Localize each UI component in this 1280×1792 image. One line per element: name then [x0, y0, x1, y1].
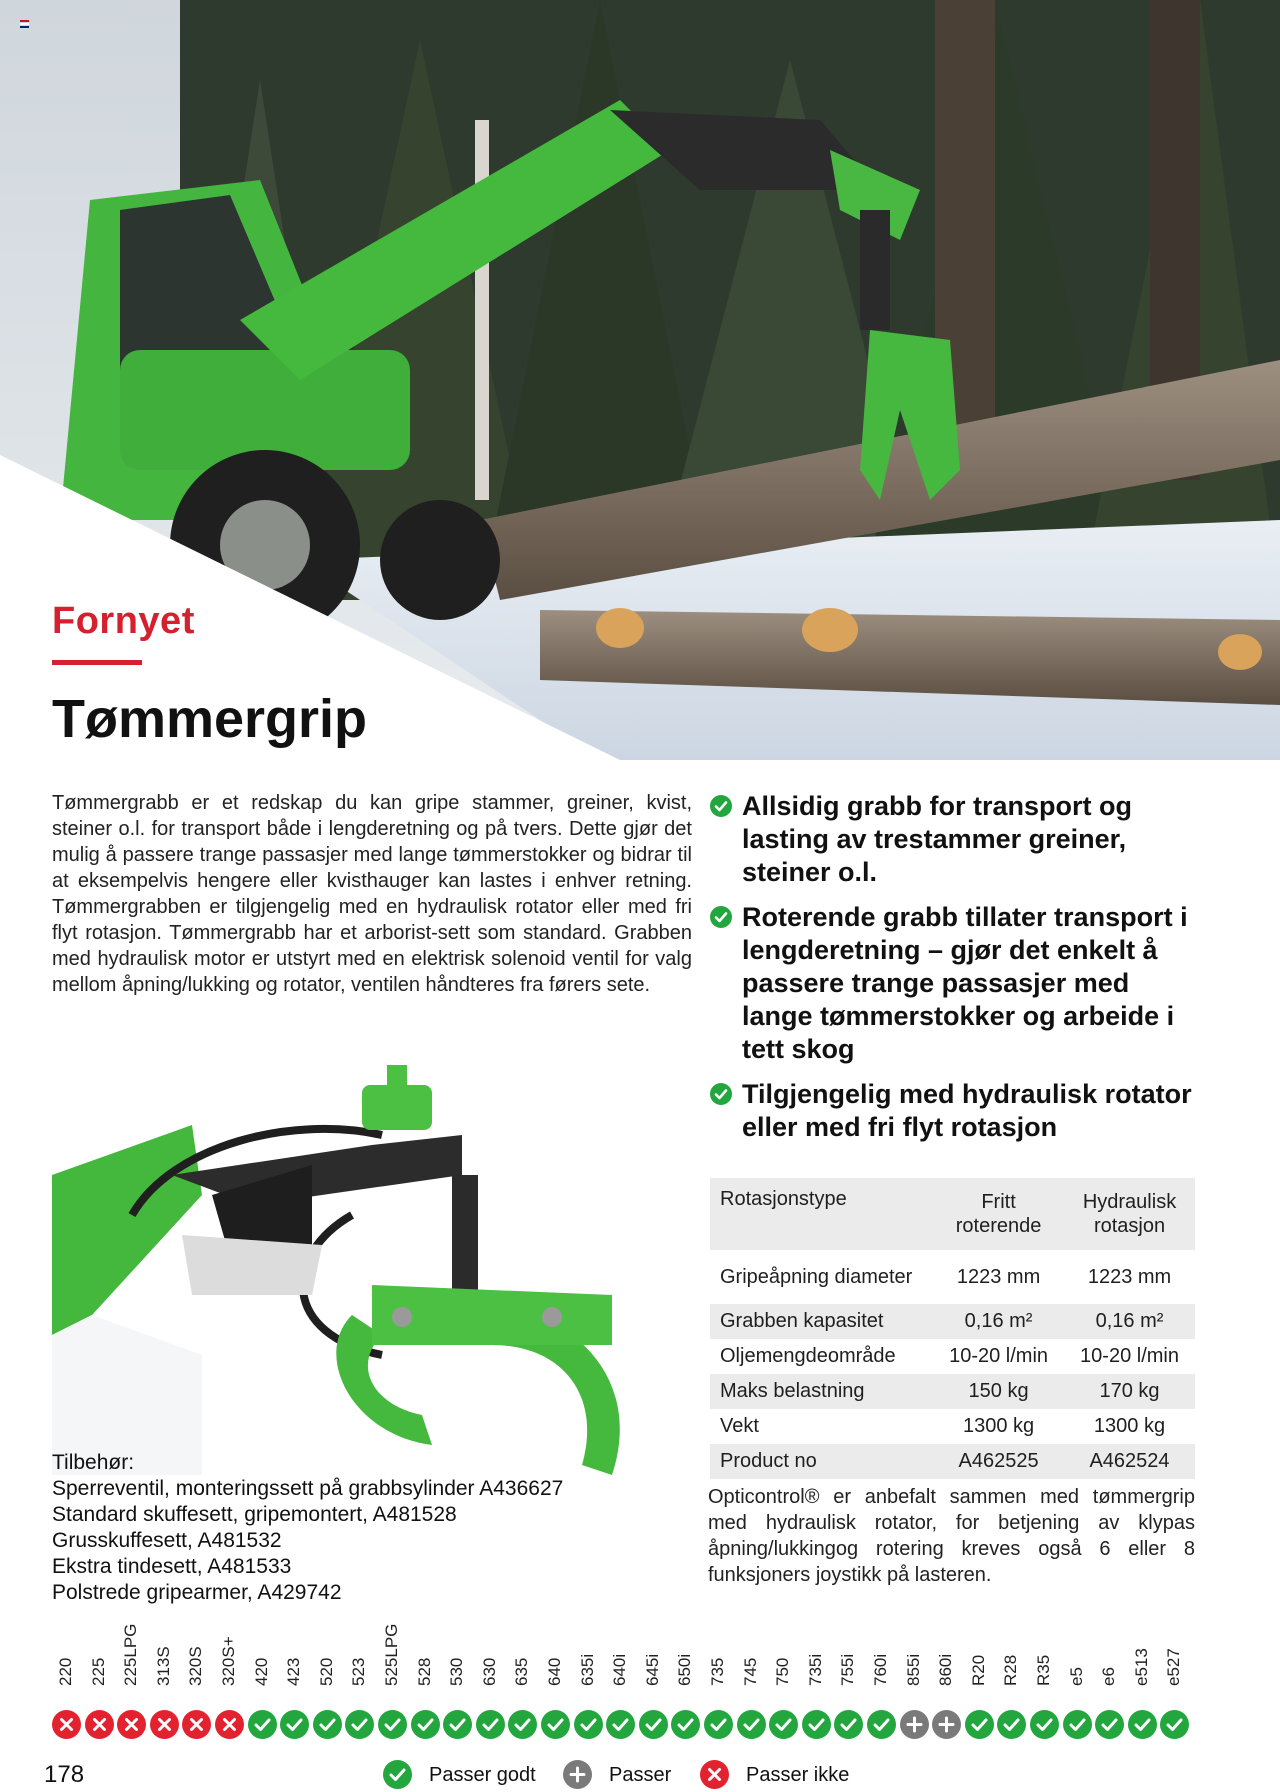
model-name: 640i — [610, 1653, 630, 1686]
model-label — [574, 1616, 604, 1686]
check-icon — [671, 1710, 700, 1739]
cross-icon — [182, 1710, 211, 1739]
plus-icon — [932, 1710, 961, 1739]
model-name: 735i — [805, 1653, 825, 1686]
check-icon — [710, 795, 732, 817]
page-title: Tømmergrip — [52, 689, 368, 749]
model-label — [52, 1616, 82, 1686]
spec-table — [710, 1178, 1195, 1479]
table-header-cell: Hydraulisk rotasjon — [1082, 1191, 1177, 1237]
model-name: 523 — [349, 1657, 369, 1686]
feature-item — [710, 901, 1200, 1066]
check-icon — [541, 1710, 570, 1739]
intro-text: Tømmergrabb er et redskap du kan gripe stammer, greiner, kvist, steiner o.l. for transport både i lengderetning og på tvers. Dette gjør det mulig å passere trange passasjer med lange tømmerstokker og bidrar til at eksempelvis hengere eller kvisthauger kan lastes i enhver retning. Tømmergrabben er tilgjengelig med en hydraulisk rotator eller med fri flyt rotasjon. Tømmergrabb har et arborist-sett som standard. Grabben med hydraulisk motor er utstyrt med en elektrisk solenoid ventil for valg mellom åpning/lukking og rotator, ventilen håndteres fra førers sete. — [52, 792, 692, 996]
check-icon — [378, 1710, 407, 1739]
model-label — [932, 1616, 962, 1686]
table-cell: Product no — [720, 1450, 817, 1472]
model-label — [965, 1616, 995, 1686]
model-label — [345, 1616, 375, 1686]
cross-icon — [117, 1710, 146, 1739]
check-icon — [508, 1710, 537, 1739]
check-icon — [383, 1760, 412, 1789]
model-label — [671, 1616, 701, 1686]
model-name: 220 — [56, 1657, 75, 1686]
model-label — [378, 1616, 408, 1686]
check-icon — [704, 1710, 733, 1739]
model-label — [313, 1616, 343, 1686]
model-label — [802, 1616, 832, 1686]
table-cell: 10-20 l/min — [949, 1345, 1049, 1367]
model-label — [117, 1616, 147, 1686]
check-icon — [769, 1710, 798, 1739]
table-row — [710, 1250, 1195, 1304]
model-name: 225 — [88, 1657, 108, 1686]
language-flag-icon — [20, 20, 29, 27]
page-number: 178 — [44, 1761, 85, 1788]
accessories-heading: Tilbehør: — [52, 1451, 135, 1474]
table-cell: 170 kg — [1099, 1380, 1160, 1402]
check-icon — [280, 1710, 309, 1739]
accessories-list — [52, 1450, 563, 1606]
hero-photo — [0, 0, 1280, 760]
check-icon — [867, 1710, 896, 1739]
kicker-underline — [52, 660, 142, 665]
plus-icon — [563, 1760, 592, 1789]
feature-item — [710, 1078, 1200, 1144]
model-label — [900, 1616, 930, 1686]
model-name: 650i — [675, 1653, 695, 1686]
model-label — [443, 1616, 473, 1686]
model-labels — [52, 1616, 1202, 1686]
opticontrol-note: Opticontrol® er anbefalt sammen med tømmergrip med hydraulisk rotator, for betjening av klypas åpning/lukkingog rotering kreves også 6 eller 8 funksjoners joystikk på lasteren. — [708, 1486, 1195, 1586]
accessory-item: Sperreventil, monteringssett på grabbsylinder A436627 — [52, 1477, 564, 1500]
model-label — [182, 1616, 212, 1686]
check-icon — [411, 1710, 440, 1739]
accessory-item: Polstrede gripearmer, A429742 — [52, 1581, 342, 1604]
table-cell: 0,16 m² — [964, 1310, 1033, 1332]
feature-text: Roterende grabb tillater transport i lengderetning – gjør det enkelt å passere trange passasjer med lange tømmerstokker og arbeide i tett skog — [742, 902, 1188, 1064]
model-name: 855i — [903, 1653, 923, 1686]
table-row — [710, 1444, 1195, 1479]
model-name: 530 — [447, 1657, 467, 1686]
table-cell: Grabben kapasitet — [720, 1310, 884, 1332]
check-icon — [574, 1710, 603, 1739]
table-row — [710, 1409, 1195, 1444]
model-name: 745 — [740, 1657, 760, 1686]
table-cell: 10-20 l/min — [1080, 1345, 1179, 1367]
model-name: 735 — [708, 1657, 727, 1686]
table-cell: 1300 kg — [1093, 1415, 1166, 1437]
model-name: 750 — [773, 1657, 793, 1686]
model-label — [769, 1616, 799, 1686]
accessory-item: Grusskuffesett, A481532 — [52, 1529, 282, 1552]
model-label — [737, 1616, 767, 1686]
model-label — [1160, 1616, 1190, 1686]
model-label — [280, 1616, 310, 1686]
feature-text: Allsidig grabb for transport og lasting av trestammer greiner, steiner o.l. — [742, 791, 1132, 887]
model-name: 423 — [284, 1657, 304, 1686]
table-cell: 1223 mm — [1087, 1265, 1172, 1288]
check-icon — [710, 906, 732, 928]
model-label — [867, 1616, 897, 1686]
check-icon — [1160, 1710, 1189, 1739]
table-cell: 1300 kg — [962, 1415, 1035, 1437]
check-icon — [710, 1083, 732, 1105]
plus-icon — [900, 1710, 929, 1739]
table-row — [710, 1339, 1195, 1374]
legend-label: Passer godt — [429, 1764, 536, 1786]
check-icon — [737, 1710, 766, 1739]
model-name: 520 — [316, 1657, 336, 1686]
legend-label: Passer ikke — [746, 1764, 850, 1786]
model-label — [150, 1616, 180, 1686]
table-cell: Vekt — [720, 1415, 759, 1437]
model-label — [411, 1616, 441, 1686]
model-name: e527 — [1164, 1648, 1184, 1686]
table-cell: A462525 — [958, 1450, 1039, 1472]
model-name: 420 — [251, 1657, 271, 1686]
model-label — [85, 1616, 115, 1686]
check-icon — [965, 1710, 994, 1739]
model-label — [1128, 1616, 1158, 1686]
model-name: 635i — [577, 1653, 597, 1686]
model-label — [1063, 1616, 1093, 1686]
model-label — [1095, 1616, 1125, 1686]
model-label — [1030, 1616, 1060, 1686]
table-cell: A462524 — [1089, 1450, 1170, 1472]
table-cell: 1223 mm — [956, 1265, 1041, 1288]
check-icon — [606, 1710, 635, 1739]
feature-item — [710, 790, 1200, 889]
check-icon — [1030, 1710, 1059, 1739]
model-label — [215, 1616, 245, 1686]
model-name: 645i — [642, 1653, 662, 1686]
model-name: 630 — [479, 1657, 499, 1686]
model-name: R20 — [968, 1654, 988, 1686]
table-cell: Maks belastning — [720, 1380, 865, 1402]
check-icon — [248, 1710, 277, 1739]
model-label — [704, 1616, 734, 1686]
model-label — [248, 1616, 278, 1686]
check-icon — [345, 1710, 374, 1739]
model-name: 755i — [838, 1653, 858, 1686]
table-cell: Oljemengdeområde — [720, 1345, 896, 1367]
table-row — [710, 1374, 1195, 1409]
check-icon — [476, 1710, 505, 1739]
model-name: 320S+ — [219, 1636, 238, 1686]
table-header-cell: Rotasjonstype — [720, 1188, 847, 1210]
table-cell: 0,16 m² — [1095, 1310, 1164, 1332]
model-label — [997, 1616, 1027, 1686]
table-header-cell: Fritt roterende — [955, 1191, 1042, 1237]
table-header-row — [710, 1178, 1195, 1250]
model-name: 320S — [186, 1646, 206, 1686]
check-icon — [1095, 1710, 1124, 1739]
legend-label: Passer — [609, 1764, 672, 1786]
table-cell: Gripeåpning diameter — [720, 1265, 913, 1288]
model-name: 860i — [936, 1653, 956, 1686]
check-icon — [1128, 1710, 1157, 1739]
feature-list — [710, 790, 1200, 1156]
model-name: 635 — [512, 1657, 532, 1686]
table-cell: 150 kg — [968, 1380, 1029, 1402]
model-name: e6 — [1099, 1667, 1119, 1686]
model-name: 640 — [545, 1657, 564, 1686]
check-icon — [639, 1710, 668, 1739]
model-name: 525LPG — [382, 1623, 401, 1686]
table-row — [710, 1304, 1195, 1339]
model-name: 313S — [153, 1646, 173, 1686]
check-icon — [443, 1710, 472, 1739]
accessory-item: Standard skuffesett, gripemontert, A481528 — [52, 1503, 457, 1526]
kicker-label: Fornyet — [52, 600, 195, 642]
product-photo — [52, 1055, 662, 1475]
cross-icon — [85, 1710, 114, 1739]
model-label — [508, 1616, 538, 1686]
model-label — [639, 1616, 669, 1686]
model-label — [606, 1616, 636, 1686]
cross-icon — [700, 1760, 729, 1789]
model-label — [834, 1616, 864, 1686]
feature-text: Tilgjengelig med hydraulisk rotator eller med fri flyt rotasjon — [742, 1079, 1192, 1142]
check-icon — [802, 1710, 831, 1739]
cross-icon — [215, 1710, 244, 1739]
accessory-item: Ekstra tindesett, A481533 — [52, 1555, 292, 1578]
model-name: e5 — [1066, 1667, 1086, 1686]
model-label — [476, 1616, 506, 1686]
check-icon — [1063, 1710, 1092, 1739]
cross-icon — [150, 1710, 179, 1739]
model-name: R28 — [1001, 1654, 1021, 1686]
model-name: R35 — [1034, 1654, 1053, 1686]
check-icon — [313, 1710, 342, 1739]
model-name: 760i — [871, 1653, 890, 1686]
cross-icon — [52, 1710, 81, 1739]
compatibility-badges — [52, 1710, 1202, 1740]
model-name: e513 — [1131, 1648, 1151, 1686]
model-label — [541, 1616, 571, 1686]
model-name: 225LPG — [121, 1623, 141, 1686]
check-icon — [834, 1710, 863, 1739]
model-name: 528 — [414, 1657, 434, 1686]
check-icon — [997, 1710, 1026, 1739]
